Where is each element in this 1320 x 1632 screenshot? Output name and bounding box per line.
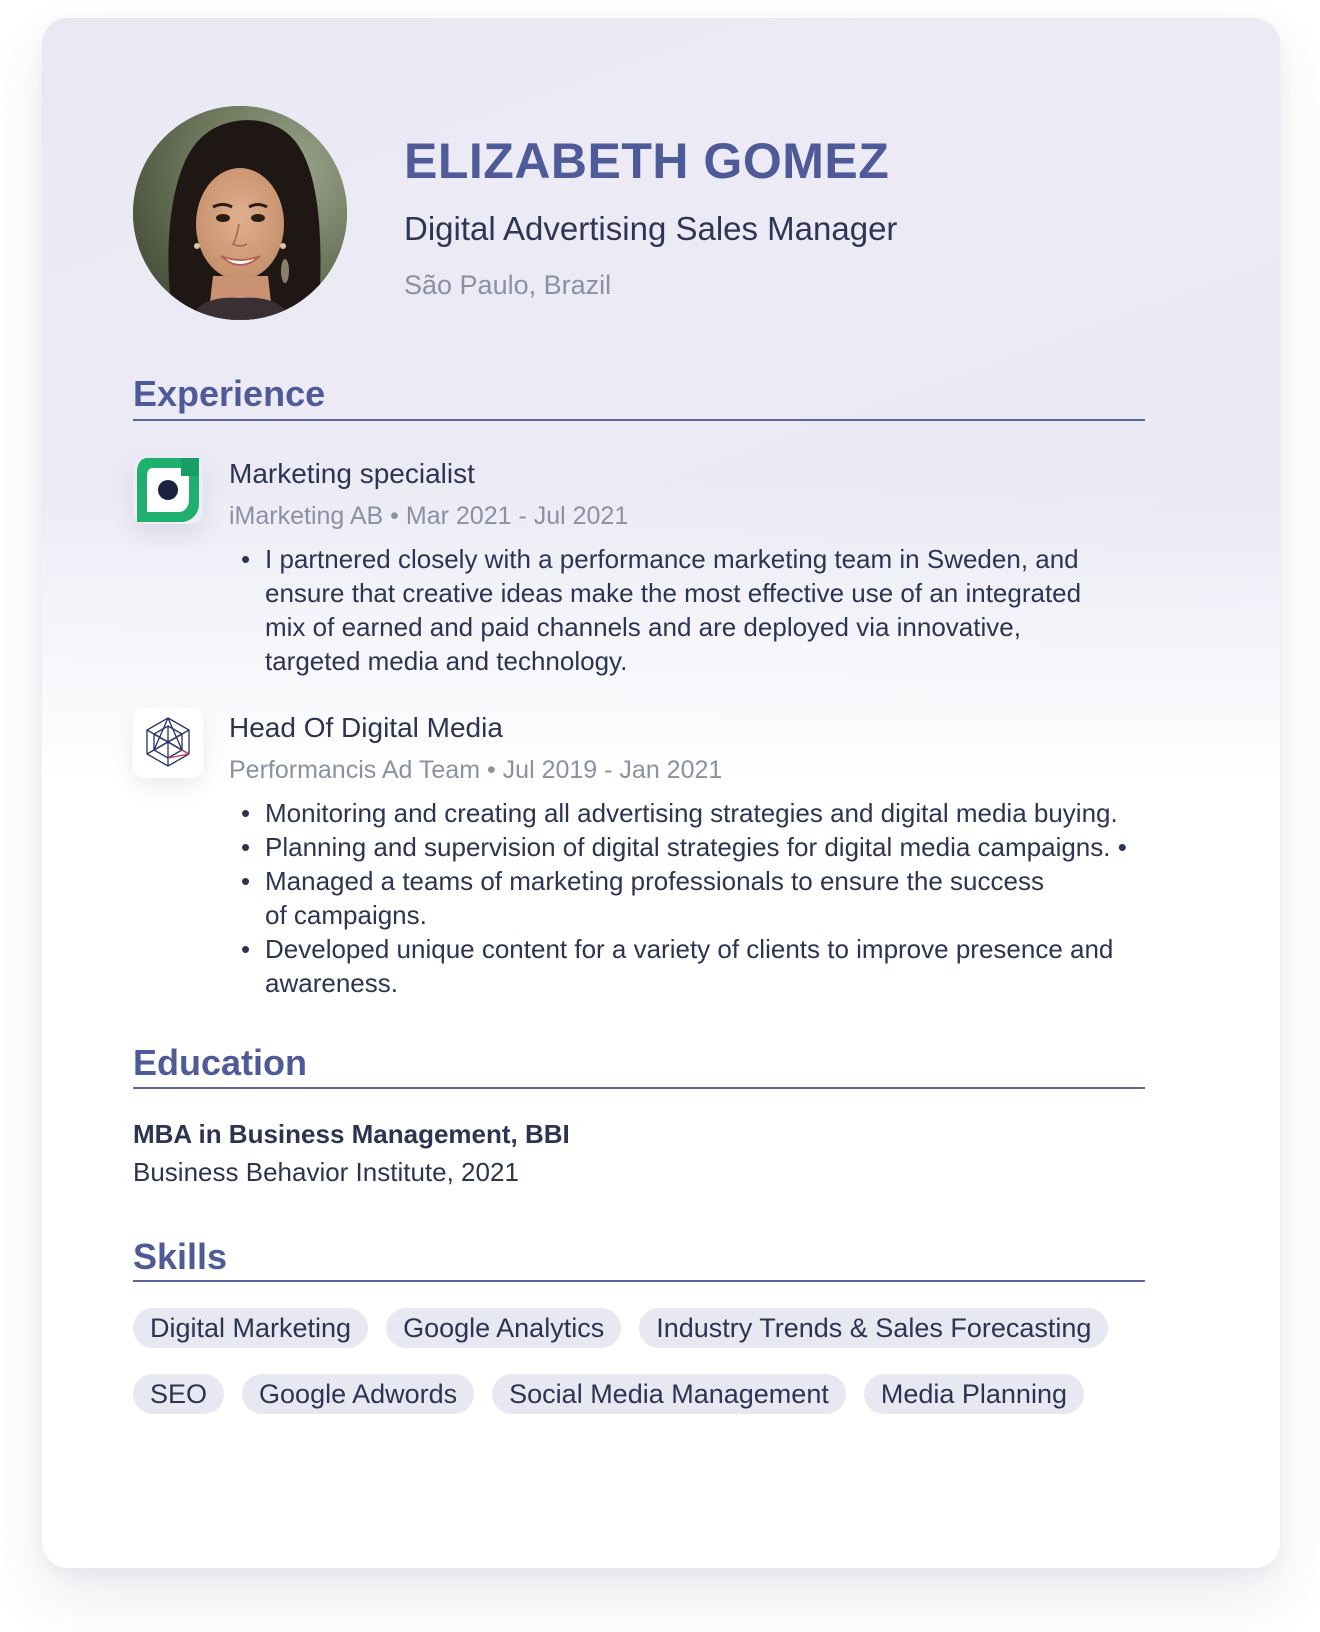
education-school: Business Behavior Institute, 2021 — [133, 1157, 519, 1187]
skill-chip: SEO — [133, 1374, 224, 1414]
skills-list — [133, 1308, 1153, 1414]
job-bullets-2 — [229, 796, 1129, 1000]
list-item: • Planning and supervision of digital strategies for digital media campaigns. • — [229, 830, 1129, 864]
job-title-1: Marketing specialist — [229, 458, 475, 489]
job-title-2: Head Of Digital Media — [229, 712, 503, 743]
job-meta-2: Performancis Ad Team • Jul 2019 - Jan 2021 — [229, 756, 723, 784]
skill-chip: Digital Marketing — [133, 1308, 368, 1348]
candidate-location: São Paulo, Brazil — [404, 270, 612, 300]
experience-divider — [133, 419, 1145, 421]
skill-chip: Social Media Management — [492, 1374, 846, 1414]
skill-chip: Media Planning — [864, 1374, 1084, 1414]
job-bullets-1 — [229, 542, 1119, 678]
list-item: • I partnered closely with a performance marketing team in Sweden, and ensure that creative ideas make the most effective use of an integrated mix of earned and paid channels and are deployed via innovative, targeted media and technology. — [229, 542, 1119, 678]
candidate-role: Digital Advertising Sales Manager — [404, 210, 898, 247]
skill-chip: Google Adwords — [242, 1374, 474, 1414]
performancis-geometric-logo-icon — [133, 708, 203, 778]
education-divider — [133, 1087, 1145, 1089]
skill-chip: Google Analytics — [386, 1308, 621, 1348]
profile-photo — [133, 106, 347, 320]
skills-heading: Skills — [133, 1236, 228, 1277]
list-item: • Monitoring and creating all advertising strategies and digital media buying. — [229, 796, 1129, 830]
education-heading: Education — [133, 1042, 308, 1083]
candidate-name: ELIZABETH GOMEZ — [404, 133, 890, 189]
avatar — [133, 106, 347, 320]
job-meta-1: iMarketing AB • Mar 2021 - Jul 2021 — [229, 502, 629, 530]
education-degree: MBA in Business Management, BBI — [133, 1119, 570, 1149]
skill-chip: Industry Trends & Sales Forecasting — [639, 1308, 1108, 1348]
resume-card — [42, 18, 1280, 1568]
imarketing-logo-icon — [133, 454, 203, 524]
experience-heading: Experience — [133, 373, 326, 414]
skills-divider — [133, 1280, 1145, 1282]
list-item: • Managed a teams of marketing professionals to ensure the success of campaigns. — [229, 864, 1129, 932]
list-item: • Developed unique content for a variety of clients to improve presence and awareness. — [229, 932, 1129, 1000]
